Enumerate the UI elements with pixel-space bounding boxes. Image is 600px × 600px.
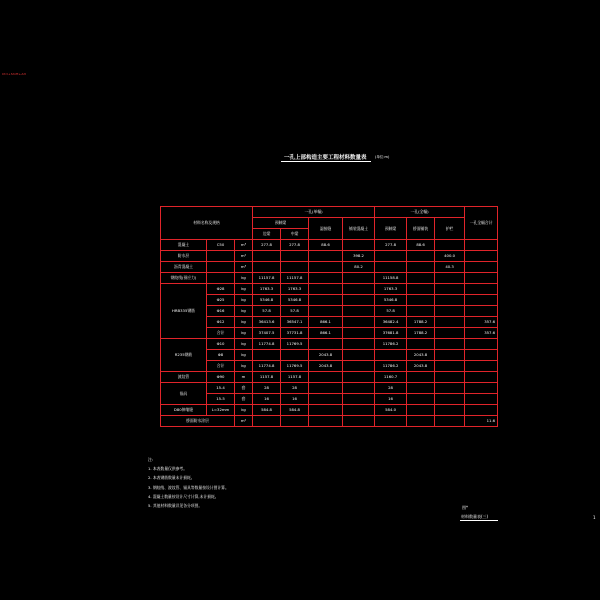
cell-c1: 28 xyxy=(253,383,281,394)
cell-c5: 57.8 xyxy=(375,306,407,317)
table-row xyxy=(161,284,498,295)
cell-c3: 2043.8 xyxy=(309,350,343,361)
cell-c7 xyxy=(435,306,465,317)
last-row-name: 桥面防水涂层 xyxy=(161,416,235,427)
cell-c4 xyxy=(343,394,375,405)
table-row xyxy=(161,251,498,262)
cell-c3: 2043.8 xyxy=(309,361,343,372)
cell-c7 xyxy=(435,317,465,328)
cell-unit: kg xyxy=(235,361,253,372)
row-name: R235钢筋 xyxy=(161,339,207,372)
cell-c5: 11786.2 xyxy=(375,361,407,372)
cell-c1: 1157.8 xyxy=(253,372,281,383)
cell-c1 xyxy=(253,350,281,361)
cell-c2 xyxy=(281,262,309,273)
cell-spec: Φ90 xyxy=(207,372,235,383)
cell-unit: kg xyxy=(235,317,253,328)
cell-c7: 40.3 xyxy=(435,262,465,273)
cell-c2: 5346.8 xyxy=(281,295,309,306)
cell-c3 xyxy=(309,394,343,405)
row-name: 钢绞线(预应力) xyxy=(161,273,207,284)
cell-c4 xyxy=(343,273,375,284)
table-row xyxy=(161,405,498,416)
cell-c8 xyxy=(465,262,498,273)
cell-c2 xyxy=(281,350,309,361)
cell-c7 xyxy=(435,284,465,295)
cell-c2: 277.8 xyxy=(281,240,309,251)
cell-c1: 11157.8 xyxy=(253,273,281,284)
cell-c8 xyxy=(465,383,498,394)
cell-unit: m² xyxy=(235,251,253,262)
note-item: 2. 本表钢筋数量未计损耗。 xyxy=(148,475,195,481)
cell-c2: 37731.8 xyxy=(281,328,309,339)
cell-c2 xyxy=(281,251,309,262)
cell-spec: Φ28 xyxy=(207,284,235,295)
cell-c3 xyxy=(309,405,343,416)
table-row xyxy=(161,394,498,405)
cell-c7 xyxy=(435,394,465,405)
cell-c1: 36413.6 xyxy=(253,317,281,328)
cell-c8 xyxy=(465,394,498,405)
cell-c6 xyxy=(407,284,435,295)
cell-c3 xyxy=(309,295,343,306)
last-row xyxy=(161,416,498,427)
cell-c7 xyxy=(435,339,465,350)
cell-c5: 16 xyxy=(375,394,407,405)
cell-c8: 357.6 xyxy=(465,328,498,339)
cell-spec xyxy=(207,262,235,273)
cell-c6: 1788.2 xyxy=(407,317,435,328)
cell-c7 xyxy=(435,372,465,383)
cell-c3: 866.1 xyxy=(309,328,343,339)
table-row xyxy=(161,240,498,251)
note-item: 3. 钢绞线、波纹管、锚具等数量按设计图计算。 xyxy=(148,484,229,490)
table-row xyxy=(161,350,498,361)
cell-c8 xyxy=(465,405,498,416)
cell-spec: 合计 xyxy=(207,328,235,339)
cell-c4 xyxy=(343,339,375,350)
cell-c7 xyxy=(435,273,465,284)
cell-c4 xyxy=(343,295,375,306)
cell-c6 xyxy=(407,273,435,284)
cell-unit: m³ xyxy=(235,262,253,273)
cell-c2: 584.8 xyxy=(281,405,309,416)
cell-unit: kg xyxy=(235,273,253,284)
cell-spec xyxy=(207,251,235,262)
cell-unit: kg xyxy=(235,339,253,350)
cell-c1: 57.8 xyxy=(253,306,281,317)
table-row xyxy=(161,361,498,372)
cell-c4 xyxy=(343,317,375,328)
cell-c3 xyxy=(309,306,343,317)
header-group1: 一孔(单幅) xyxy=(253,207,375,218)
cell-unit: m³ xyxy=(235,240,253,251)
cell-c4: 398.2 xyxy=(343,251,375,262)
cell-unit: 套 xyxy=(235,394,253,405)
cell-c1: 16 xyxy=(253,394,281,405)
cell-unit: kg xyxy=(235,284,253,295)
cell-c6: 2043.8 xyxy=(407,350,435,361)
cell-c5: 5346.8 xyxy=(375,295,407,306)
cell-c2: 57.8 xyxy=(281,306,309,317)
row-name: 混凝土 xyxy=(161,240,207,251)
cell-c2: 1763.3 xyxy=(281,284,309,295)
cell-c8 xyxy=(465,361,498,372)
header-sub-joint: 湿接缝 xyxy=(309,218,343,240)
cell-c8 xyxy=(465,295,498,306)
cell-c5: 36482.4 xyxy=(375,317,407,328)
corner-tag: Ctrl+Shift+Alt xyxy=(2,72,27,76)
last-row-total: 11.6 xyxy=(465,416,498,427)
sheet-unit: (单位:m) xyxy=(375,155,390,159)
cell-c4 xyxy=(343,372,375,383)
notes xyxy=(148,455,229,510)
cell-spec: Φ25 xyxy=(207,295,235,306)
cell-c3: 88.6 xyxy=(309,240,343,251)
cell-c2: 11769.5 xyxy=(281,361,309,372)
cell-c5: 584.0 xyxy=(375,405,407,416)
cell-c6 xyxy=(407,394,435,405)
cell-c5: 37681.8 xyxy=(375,328,407,339)
cell-spec: 15-4 xyxy=(207,383,235,394)
row-name: HRB335钢筋 xyxy=(161,284,207,339)
notes-heading: 注: xyxy=(148,457,154,462)
cell-c7 xyxy=(435,383,465,394)
table-row xyxy=(161,328,498,339)
cell-c8 xyxy=(465,306,498,317)
cell-unit: kg xyxy=(235,405,253,416)
stamp-underline xyxy=(460,520,498,521)
cell-c3 xyxy=(309,262,343,273)
cell-c1: 5346.8 xyxy=(253,295,281,306)
cell-c7 xyxy=(435,361,465,372)
cell-c6 xyxy=(407,372,435,383)
cell-c5 xyxy=(375,251,407,262)
cell-c4 xyxy=(343,306,375,317)
cell-c6 xyxy=(407,251,435,262)
cell-c4 xyxy=(343,361,375,372)
cell-c5: 11786.2 xyxy=(375,339,407,350)
cell-c1: 1763.3 xyxy=(253,284,281,295)
cell-c5: 28 xyxy=(375,383,407,394)
table-row xyxy=(161,306,498,317)
header-sub-beam: 预制梁 xyxy=(253,218,309,229)
table-row xyxy=(161,295,498,306)
cell-unit: kg xyxy=(235,306,253,317)
cell-c2: 11157.8 xyxy=(281,273,309,284)
cell-unit: m xyxy=(235,372,253,383)
cell-c3 xyxy=(309,339,343,350)
note-item: 5. 其他材料数量详见各分项图。 xyxy=(148,503,203,509)
cell-c1: 11774.8 xyxy=(253,339,281,350)
table-row xyxy=(161,339,498,350)
cell-c6 xyxy=(407,383,435,394)
cell-c7 xyxy=(435,350,465,361)
stamp-text: 材料数量表(三) xyxy=(461,514,489,519)
cell-spec: L=32mm xyxy=(207,405,235,416)
cell-c5: 11158.8 xyxy=(375,273,407,284)
cell-c3 xyxy=(309,372,343,383)
cell-c2: 28 xyxy=(281,383,309,394)
cell-c1 xyxy=(253,251,281,262)
row-name: D80伸缩缝 xyxy=(161,405,207,416)
cell-c8 xyxy=(465,284,498,295)
note-item: 1. 本表数量仅供参考。 xyxy=(148,466,188,472)
stamp-mark: 图* xyxy=(462,505,468,510)
table-row xyxy=(161,383,498,394)
cell-c4 xyxy=(343,240,375,251)
cell-c2: 36547.1 xyxy=(281,317,309,328)
row-name: 波纹管 xyxy=(161,372,207,383)
cell-spec: C50 xyxy=(207,240,235,251)
cell-c8 xyxy=(465,339,498,350)
cell-c3 xyxy=(309,273,343,284)
cell-c6 xyxy=(407,295,435,306)
cell-c4: 80.2 xyxy=(343,262,375,273)
cell-c8 xyxy=(465,251,498,262)
note-item: 4. 混凝土数量按设计尺寸计算,未计损耗。 xyxy=(148,493,219,499)
row-name: 锚具 xyxy=(161,383,207,405)
last-row-unit: m² xyxy=(235,416,253,427)
cell-c7 xyxy=(435,328,465,339)
cell-c8 xyxy=(465,240,498,251)
cell-c3 xyxy=(309,251,343,262)
cell-c4 xyxy=(343,284,375,295)
cell-c6: 88.6 xyxy=(407,240,435,251)
cell-c1: 584.8 xyxy=(253,405,281,416)
cell-unit: kg xyxy=(235,328,253,339)
cell-c8: 357.6 xyxy=(465,317,498,328)
cell-unit: 套 xyxy=(235,383,253,394)
page-number: 1 xyxy=(593,515,596,520)
header-mid: 中梁 xyxy=(281,229,309,240)
table-row xyxy=(161,372,498,383)
cell-c8 xyxy=(465,273,498,284)
cell-c1: 277.8 xyxy=(253,240,281,251)
cell-unit: kg xyxy=(235,350,253,361)
row-name: 沥青混凝土 xyxy=(161,262,207,273)
cell-c8 xyxy=(465,372,498,383)
cell-spec: Φ12 xyxy=(207,317,235,328)
cell-c6: 2043.8 xyxy=(407,361,435,372)
cell-c5 xyxy=(375,350,407,361)
cell-spec xyxy=(207,273,235,284)
cell-c2: 11769.5 xyxy=(281,339,309,350)
cell-c4 xyxy=(343,350,375,361)
cell-c6 xyxy=(407,262,435,273)
cell-c3 xyxy=(309,284,343,295)
cell-c7 xyxy=(435,240,465,251)
cell-spec: 15-5 xyxy=(207,394,235,405)
cell-c5: 1160.7 xyxy=(375,372,407,383)
cell-c6 xyxy=(407,339,435,350)
header-edge: 边梁 xyxy=(253,229,281,240)
cell-c2: 1157.8 xyxy=(281,372,309,383)
cell-c6 xyxy=(407,306,435,317)
header-item: 材料名称及规格 xyxy=(161,207,253,240)
title-underline xyxy=(281,161,371,162)
table-row xyxy=(161,262,498,273)
cell-c7 xyxy=(435,295,465,306)
header-sub-beam2: 预制梁 xyxy=(375,218,407,240)
cell-c3: 866.1 xyxy=(309,317,343,328)
sheet-title: 一孔上部构造主要工程材料数量表 xyxy=(284,155,367,161)
cell-c6: 1788.2 xyxy=(407,328,435,339)
cell-spec: Φ8 xyxy=(207,350,235,361)
cell-c7: 400.0 xyxy=(435,251,465,262)
header-total: 一孔全幅合计 xyxy=(465,207,498,240)
cell-spec: Φ16 xyxy=(207,306,235,317)
header-sub-joint2: 桥面铺装 xyxy=(407,218,435,240)
cell-c1: 37407.5 xyxy=(253,328,281,339)
cell-c1 xyxy=(253,262,281,273)
header-group2: 一孔(全幅) xyxy=(375,207,465,218)
cell-spec: Φ10 xyxy=(207,339,235,350)
cell-c6 xyxy=(407,405,435,416)
table-row xyxy=(161,317,498,328)
cell-c1: 11774.8 xyxy=(253,361,281,372)
header-row-1 xyxy=(161,207,498,218)
cell-spec: 合计 xyxy=(207,361,235,372)
row-name: 防水层 xyxy=(161,251,207,262)
cell-c5 xyxy=(375,262,407,273)
cell-c5: 277.8 xyxy=(375,240,407,251)
cell-c5: 1763.3 xyxy=(375,284,407,295)
cell-c2: 16 xyxy=(281,394,309,405)
cell-c8 xyxy=(465,350,498,361)
cell-c3 xyxy=(309,383,343,394)
table-row xyxy=(161,273,498,284)
header-sub-deck: 铺装混凝土 xyxy=(343,218,375,240)
cell-c4 xyxy=(343,405,375,416)
header-sub-rail: 护栏 xyxy=(435,218,465,240)
quantity-table xyxy=(160,206,498,427)
cell-unit: kg xyxy=(235,295,253,306)
cell-c7 xyxy=(435,405,465,416)
cell-c4 xyxy=(343,383,375,394)
cell-c4 xyxy=(343,328,375,339)
